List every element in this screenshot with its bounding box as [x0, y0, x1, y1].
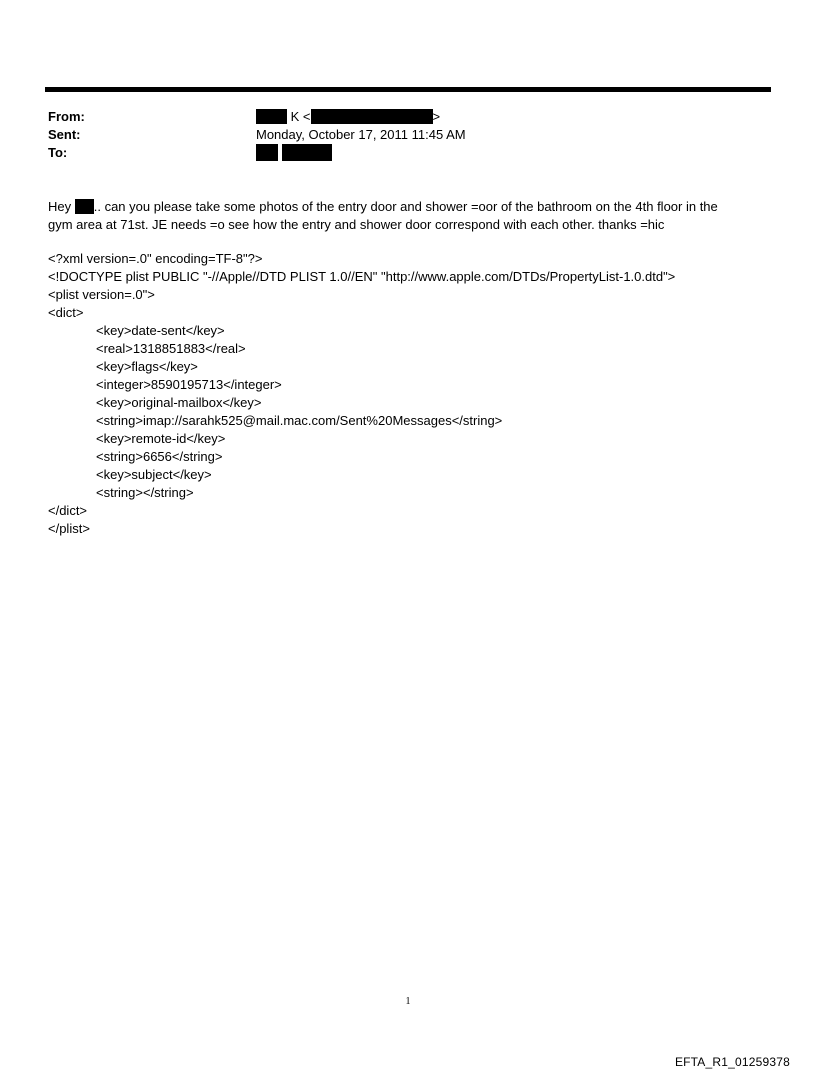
redaction-box — [256, 109, 287, 124]
plist-line: <plist version=.0"> — [48, 287, 155, 302]
plist-line: <key>flags</key> — [96, 359, 198, 374]
plist-line: </plist> — [48, 521, 90, 536]
plist-line: <string>6656</string> — [96, 449, 223, 464]
sent-value: Monday, October 17, 2011 11:45 AM — [256, 127, 466, 142]
plist-line: <real>1318851883</real> — [96, 341, 246, 356]
from-name-initial: K < — [290, 109, 311, 124]
plist-line: <key>subject</key> — [96, 467, 212, 482]
from-label: From: — [48, 109, 85, 124]
redaction-box — [256, 144, 278, 161]
plist-line: <?xml version=.0" encoding=TF-8"?> — [48, 251, 263, 266]
redaction-box — [311, 109, 433, 124]
plist-line: <string></string> — [96, 485, 194, 500]
header-rule — [45, 87, 771, 92]
plist-block — [48, 250, 675, 538]
redaction-box — [282, 144, 332, 161]
sent-label: Sent: — [48, 127, 81, 142]
page-number: 1 — [405, 996, 411, 1007]
plist-line: <key>remote-id</key> — [96, 431, 226, 446]
plist-line: <key>original-mailbox</key> — [96, 395, 262, 410]
plist-line: <!DOCTYPE plist PUBLIC "-//Apple//DTD PLIST 1.0//EN" "http://www.apple.com/DTDs/PropertyList-1.0.dtd"> — [48, 269, 676, 284]
message-line-2: gym area at 71st. JE needs =o see how the entry and shower door correspond with each other. thanks =hic — [48, 217, 665, 232]
message-greeting: Hey — [48, 199, 75, 214]
bates-number: EFTA_R1_01259378 — [674, 1055, 790, 1069]
plist-line: <dict> — [48, 305, 84, 320]
plist-line: <key>date-sent</key> — [96, 323, 225, 338]
message-line-1-text: .. can you please take some photos of the entry door and shower =oor of the bathroom on the 4th floor in the — [93, 199, 718, 214]
message-line-1 — [48, 198, 768, 216]
plist-line: </dict> — [48, 503, 88, 518]
redaction-box — [75, 199, 94, 214]
from-value — [256, 108, 440, 126]
to-label: To: — [48, 145, 68, 160]
plist-line: <string>imap://sarahk525@mail.mac.com/Sent%20Messages</string> — [96, 413, 503, 428]
message-body — [48, 198, 768, 234]
to-value — [256, 144, 332, 163]
plist-line: <integer>8590195713</integer> — [96, 377, 282, 392]
from-close: > — [432, 109, 441, 124]
